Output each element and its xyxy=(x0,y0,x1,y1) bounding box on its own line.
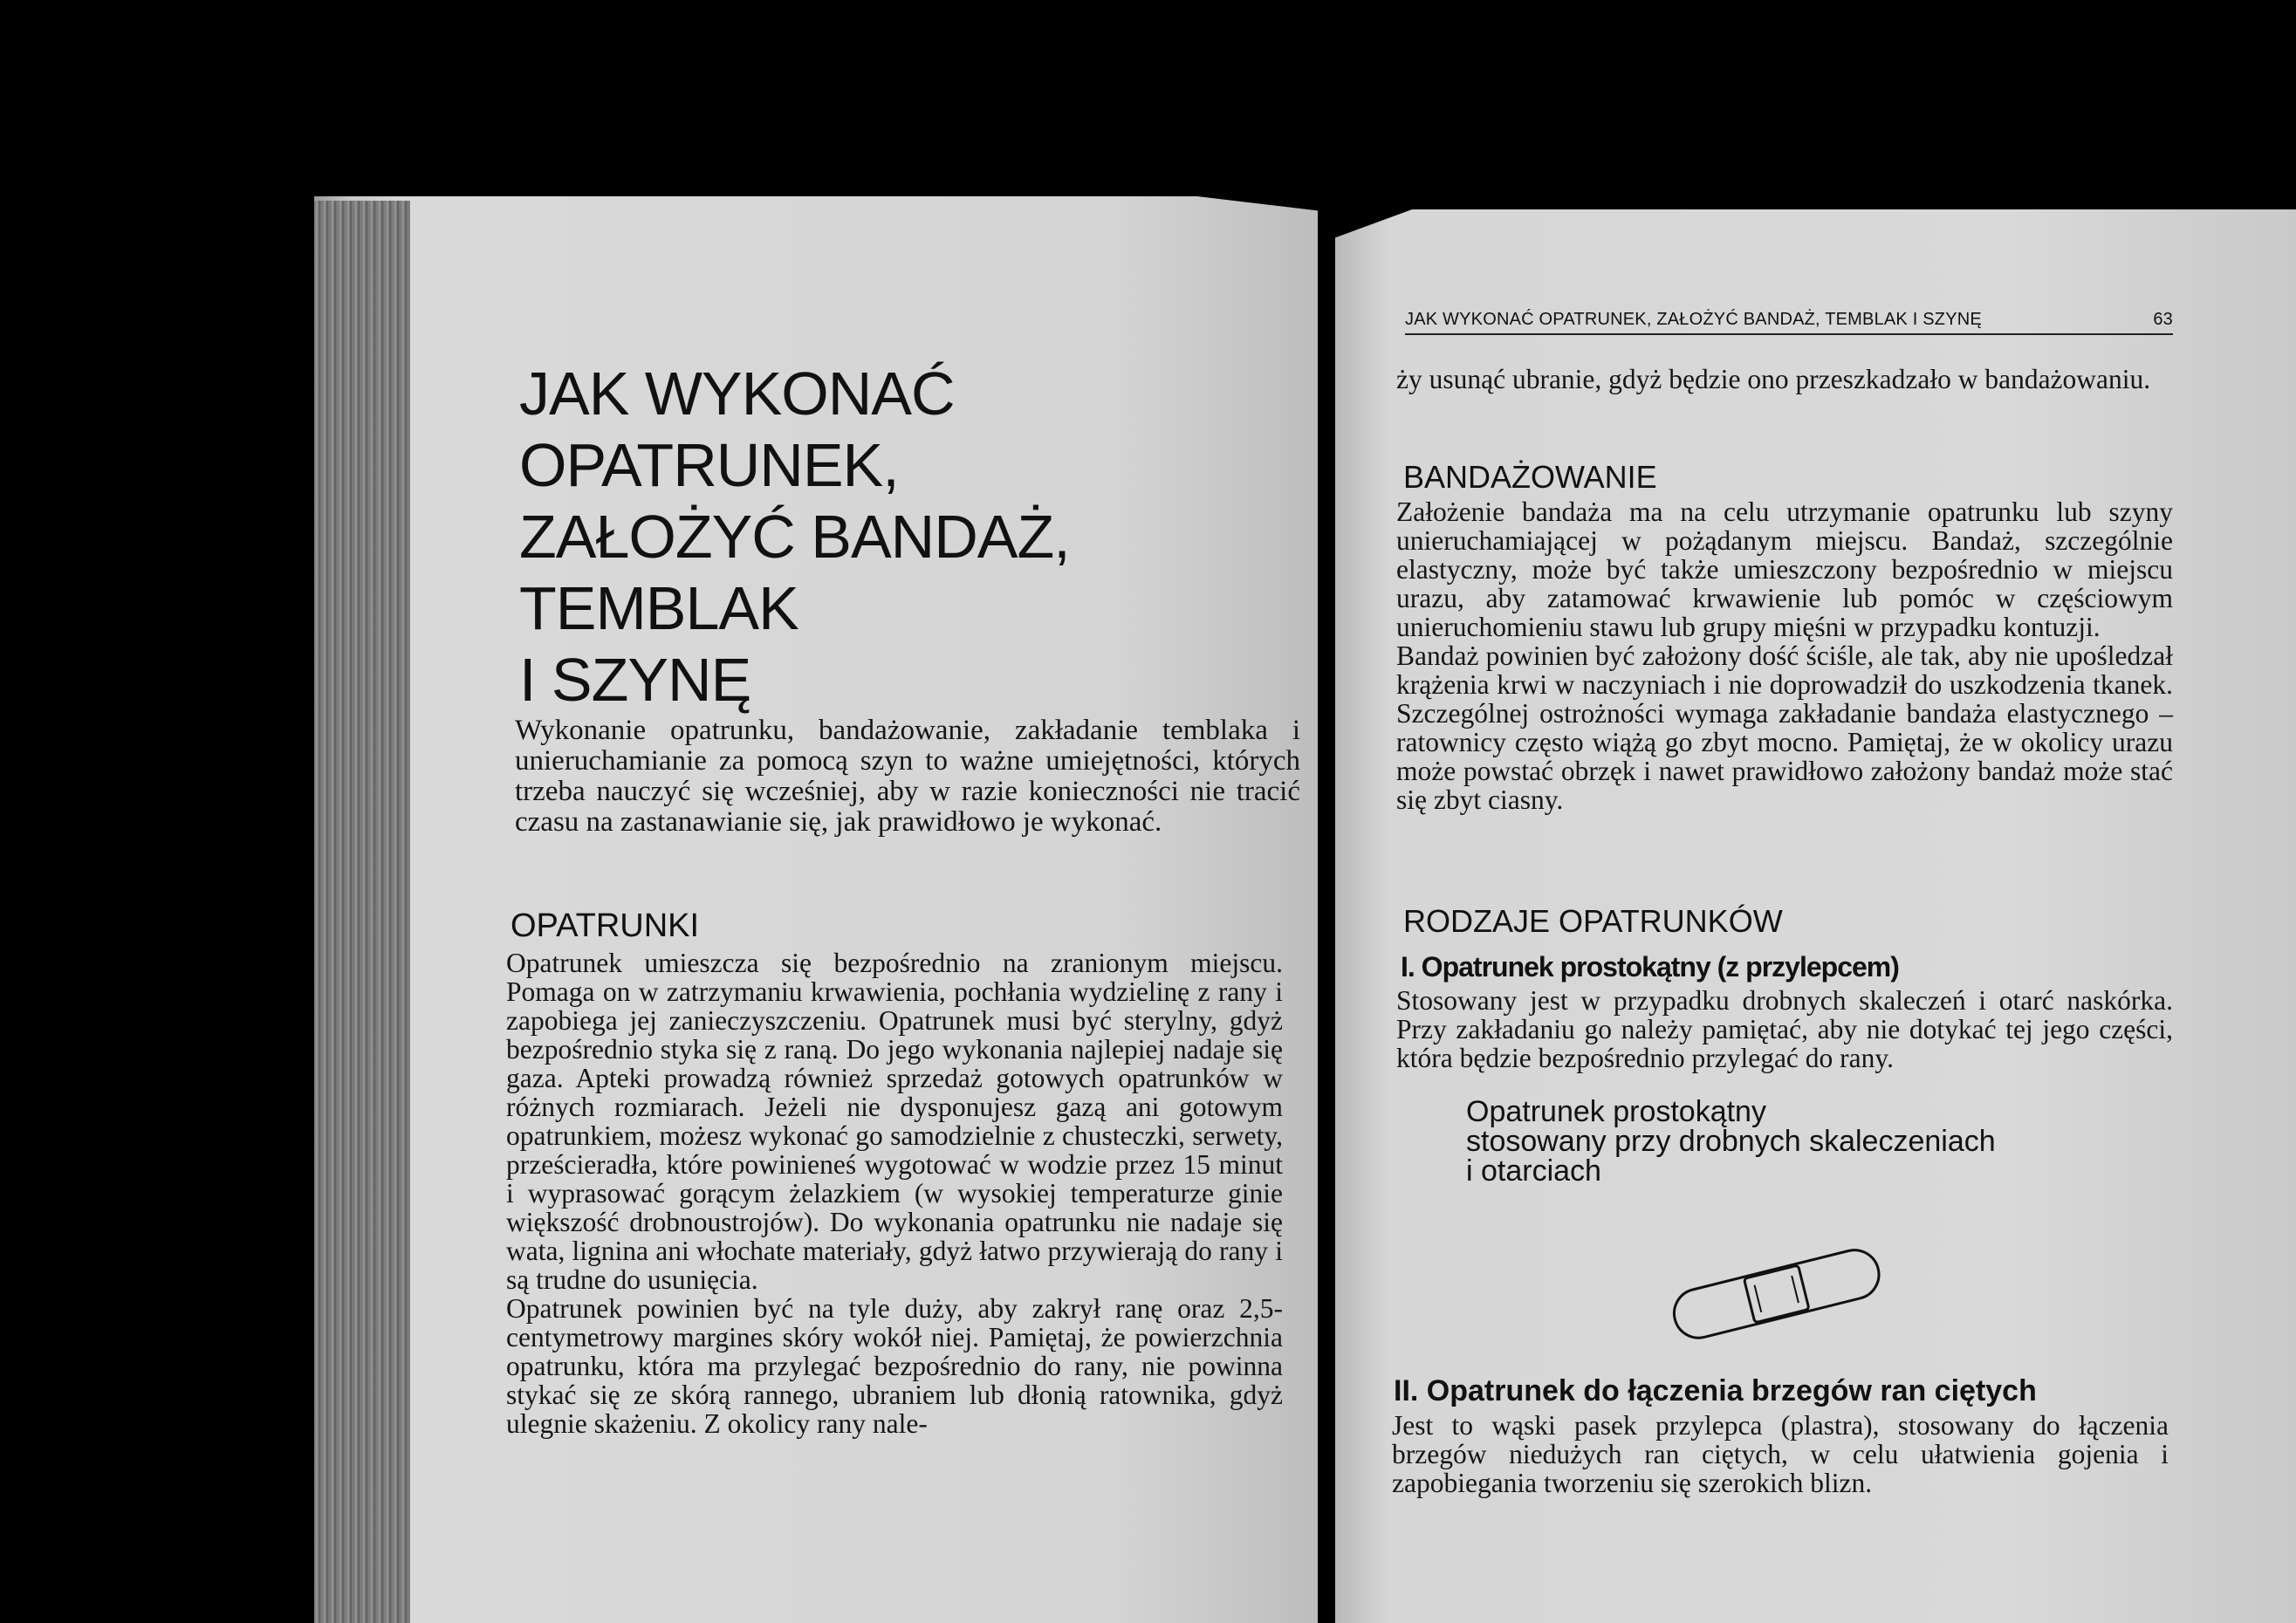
bandazowanie-body xyxy=(1396,497,2173,814)
body-paragraph: Bandaż powinien być założony dość ściśle, ale tak, aby nie upośledzał krążenia krwi w naczyniach i nie doprowadził do uszkodzenia tkanek. Szczególnej ostrożności wymaga zakładanie bandaża elastycznego – ratownicy często wiążą go zbyt mocno. Pamiętaj, że w okolicy urazu może powstać obrzęk i nawet prawidłowo założony bandaż może stać się zbyt ciasny. xyxy=(1396,640,2173,815)
section-heading-rodzaje: RODZAJE OPATRUNKÓW xyxy=(1403,903,1783,939)
section-heading-bandazowanie: BANDAŻOWANIE xyxy=(1403,459,1657,495)
running-header-title: JAK WYKONAĆ OPATRUNEK, ZAŁOŻYĆ BANDAŻ, TEMBLAK I SZYNĘ xyxy=(1405,310,1982,329)
subheading-type-2: II. Opatrunek do łączenia brzegów ran ciętych xyxy=(1394,1374,2037,1407)
figure-caption: Opatrunek prostokątny stosowany przy drobnych skaleczeniach i otarciach xyxy=(1466,1095,1996,1188)
section-heading-opatrunki: OPATRUNKI xyxy=(511,907,700,944)
subheading-type-1: I. Opatrunek prostokątny (z przylepcem) xyxy=(1401,951,1899,983)
running-header xyxy=(1405,310,2173,335)
opatrunki-body xyxy=(506,948,1283,1438)
body-paragraph: Opatrunek powinien być na tyle duży, aby zakrył ranę oraz 2,5- centymetrowy margines skóry wokół niej. Pamiętaj, że powierzchnia opatrunku, która ma przylegać bezpośrednio do rany, nie powinna stykać się ze skórą rannego, ubraniem lub dłonią ratownika, gdyż ulegnie skażeniu. Z okolicy rany nale- xyxy=(506,1293,1283,1439)
continuation-text: ży usunąć ubranie, gdyż będzie ono przeszkadzało w bandażowaniu. xyxy=(1396,364,2151,394)
type-2-body: Jest to wąski pasek przylepca (plastra), stosowany do łączenia brzegów niedużych ran ciętych, w celu ułatwienia gojenia i zapobiegania tworzeniu się szerokich blizn. xyxy=(1392,1410,2169,1498)
type-1-body: Stosowany jest w przypadku drobnych skaleczeń i otarć naskórka. Przy zakładaniu go należy pamiętać, aby nie dotykać tej jego części, która będzie bezpośrednio przylegać do rany. xyxy=(1396,985,2173,1073)
chapter-title: JAK WYKONAĆ OPATRUNEK, ZAŁOŻYĆ BANDAŻ, TEMBLAK I SZYNĘ xyxy=(519,360,1070,714)
bandage-strip-icon xyxy=(1662,1235,1889,1348)
intro-paragraph: Wykonanie opatrunku, bandażowanie, zakładanie temblaka i unieruchamianie za pomocą szyn to ważne umiejętności, których trzeba nauczyć się wcześniej, aby w razie konieczności nie tracić czasu na zastanawianie się, jak prawidłowo je wykonać. xyxy=(515,715,1300,838)
page-number: 63 xyxy=(2153,310,2173,329)
body-paragraph: Założenie bandaża ma na celu utrzymanie opatrunku lub szyny unieruchamiającej w pożądanym miejscu. Bandaż, szczególnie elastyczny, może być także umieszczony bezpośrednio w miejscu urazu, aby zatamować krwawienie lub pomóc w częściowym unieruchomieniu stawu lub grupy mięśni w przypadku kontuzji. xyxy=(1396,496,2173,642)
body-paragraph: Opatrunek umieszcza się bezpośrednio na zranionym miejscu. Pomaga on w zatrzymaniu krwawienia, pochłania wydzielinę z rany i zapobiega jej zanieczyszczeniu. Opatrunek musi być sterylny, gdyż bezpośrednio styka się z raną. Do jego wykonania najlepiej nadaje się gaza. Apteki prowadzą również sprzedaż gotowych opatrunków w różnych rozmiarach. Jeżeli nie dysponujesz gazą ani gotowym opatrunkiem, możesz wykonać go samodzielnie z chusteczki, serwety, prześcieradła, które powinieneś wygotować w wodzie przez 15 minut i wyprasować gorącym żelazkiem (w wysokiej temperaturze ginie większość drobnoustrojów). Do wykonania opatrunku nie nadaje się wata, lignina ani włochate materiały, gdyż łatwo przywierają do rany i są trudne do usunięcia. xyxy=(506,948,1283,1295)
page-edges xyxy=(314,201,410,1623)
plaster-illustration xyxy=(1662,1235,1889,1352)
